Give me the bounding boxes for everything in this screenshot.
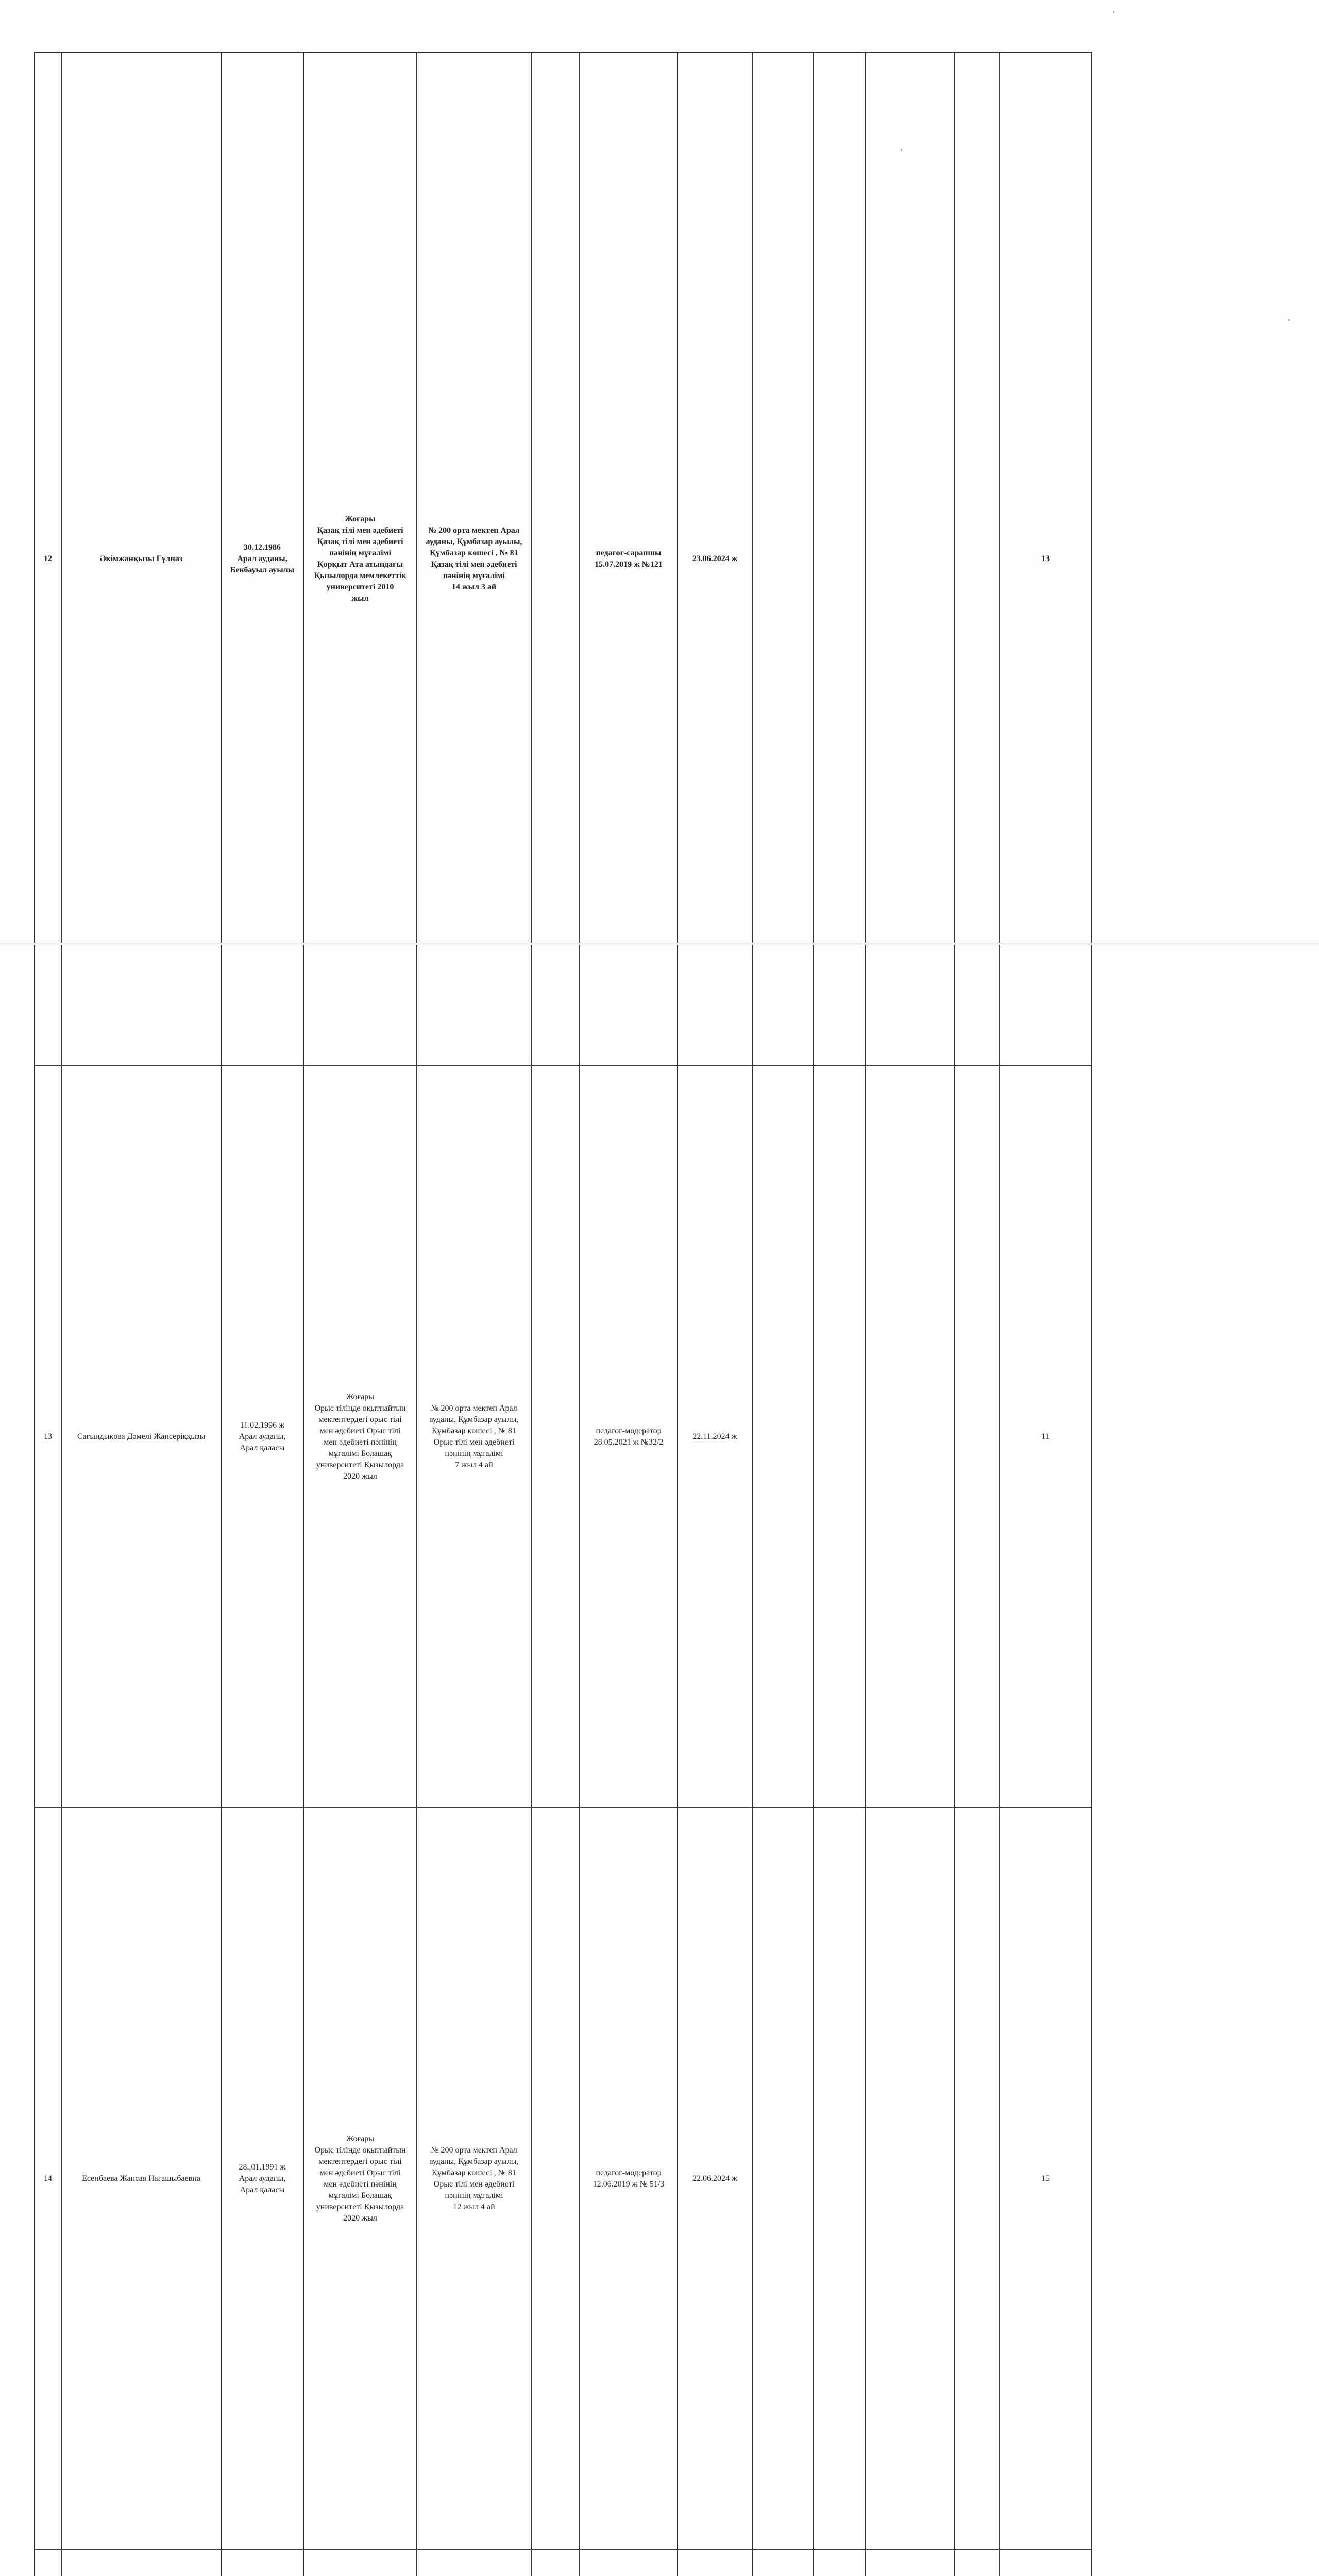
education-info xyxy=(303,2550,417,2576)
education-info-line: мұғалімі Болашақ xyxy=(328,2191,392,2200)
empty-cell xyxy=(866,2550,954,2576)
birth-info-line: 28.,01.1991 ж xyxy=(239,2163,286,2172)
table-row xyxy=(35,52,1092,1066)
empty-cell xyxy=(752,2550,813,2576)
education-info-line: Қазақ тілі мен әдебиеті xyxy=(317,526,403,535)
empty-cell xyxy=(813,1066,866,1808)
workplace-info-line: ауданы, Құмбазар ауылы, xyxy=(429,1415,519,1424)
education-info-line: мұғалімі Болашақ xyxy=(328,1449,392,1458)
empty-cell xyxy=(813,2550,866,2576)
education-info-line: Жоғары xyxy=(345,515,376,523)
workplace-info-line: ауданы, Құмбазар ауылы, xyxy=(426,537,522,546)
category-info-line: педагог-модератор xyxy=(596,2168,662,2177)
education-info-line: мен әдебиеті пәнінің xyxy=(324,2180,397,2189)
workplace-info-line: Қазақ тілі мен әдебиеті xyxy=(431,560,517,569)
staff-table xyxy=(34,52,1092,2576)
hours-count: 15 xyxy=(999,1808,1092,2550)
birth-info-line: Арал ауданы, xyxy=(239,1432,286,1441)
education-info-line: мен әдебиеті Орыс тілі xyxy=(319,2168,401,2177)
row-number: 14 xyxy=(35,1808,61,2550)
empty-cell xyxy=(752,1808,813,2550)
attestation-date: 22.11.2024 ж xyxy=(678,1066,752,1808)
workplace-info-line: Құмбазар көшесі , № 81 xyxy=(432,2168,516,2177)
scan-speck xyxy=(1113,11,1114,13)
birth-info-line: 11.02.1996 ж xyxy=(240,1421,285,1430)
workplace-info-line: № 200 орта мектеп Арал xyxy=(428,526,520,535)
empty-cell xyxy=(752,52,813,1066)
attestation-date xyxy=(678,2550,752,2576)
workplace-info-line: ауданы, Құмбазар ауылы, xyxy=(429,2157,519,2166)
birth-info xyxy=(221,2550,303,2576)
empty-cell xyxy=(531,52,580,1066)
birth-info-line: Арал ауданы, xyxy=(237,554,288,563)
teacher-name xyxy=(61,2550,221,2576)
empty-cell xyxy=(866,1066,954,1808)
birth-info xyxy=(221,52,303,1066)
row-number: 13 xyxy=(35,1066,61,1808)
education-info-line: пәнінің мұғалімі xyxy=(329,549,391,557)
education-info-line: Жоғары xyxy=(346,1393,374,1401)
workplace-info-line: пәнінің мұғалімі xyxy=(443,571,505,580)
empty-cell xyxy=(531,2550,580,2576)
education-info-line: университеті Қызылорда xyxy=(316,1461,404,1469)
education-info-line: университеті 2010 xyxy=(326,583,394,591)
education-info xyxy=(303,1808,417,2550)
education-info-line: университеті Қызылорда xyxy=(316,2202,404,2211)
row-number: 12 xyxy=(35,52,61,1066)
category-info-line: 15.07.2019 ж №121 xyxy=(595,560,663,569)
category-info-line: педагог-сарапшы xyxy=(596,549,662,557)
table-row xyxy=(35,1066,1092,1808)
hours-count: 11 xyxy=(999,1066,1092,1808)
empty-cell xyxy=(954,1066,999,1808)
category-info-line: 28.05.2021 ж №32/2 xyxy=(594,1438,664,1447)
education-info-line: 2020 жыл xyxy=(343,1472,377,1481)
category-info xyxy=(580,52,678,1066)
workplace-info-line: Орыс тілі мен әдебиеті xyxy=(433,2180,515,2189)
teacher-name: Әкімжанқызы Гүлназ xyxy=(61,52,221,1066)
workplace-info-line: пәнінің мұғалімі xyxy=(445,1449,503,1458)
category-info xyxy=(580,1808,678,2550)
workplace-info-line: № 200 орта мектеп Арал xyxy=(431,1404,517,1413)
birth-info xyxy=(221,1066,303,1808)
workplace-info-line: Құмбазар көшесі , № 81 xyxy=(432,1427,516,1435)
teacher-name: Есенбаева Жансая Нағашыбаевна xyxy=(61,1808,221,2550)
workplace-info-line: Құмбазар көшесі , № 81 xyxy=(430,549,518,557)
workplace-info xyxy=(417,1066,531,1808)
birth-info xyxy=(221,1808,303,2550)
empty-cell xyxy=(954,1808,999,2550)
attestation-date: 22.06.2024 ж xyxy=(678,1808,752,2550)
attestation-date: 23.06.2024 ж xyxy=(678,52,752,1066)
education-info-line: Қызылорда мемлекеттік xyxy=(314,571,407,580)
education-info-line: Қорқыт Ата атындағы xyxy=(317,560,403,569)
birth-info-line: Арал қаласы xyxy=(240,2185,285,2194)
empty-cell xyxy=(954,2550,999,2576)
workplace-info xyxy=(417,2550,531,2576)
workplace-info-line: 14 жыл 3 ай xyxy=(451,583,497,591)
empty-cell xyxy=(531,1066,580,1808)
table-row xyxy=(35,2550,1092,2576)
hours-count: 13 xyxy=(999,52,1092,1066)
empty-cell xyxy=(866,52,954,1066)
empty-cell xyxy=(752,1066,813,1808)
education-info-line: мектептердегі орыс тілі xyxy=(318,1415,402,1424)
workplace-info xyxy=(417,1808,531,2550)
empty-cell xyxy=(954,52,999,1066)
empty-cell xyxy=(813,1808,866,2550)
education-info-line: Орыс тілінде оқытпайтын xyxy=(314,1404,406,1413)
scan-speck xyxy=(1288,319,1290,321)
education-info-line: Орыс тілінде оқытпайтын xyxy=(314,2146,406,2155)
workplace-info xyxy=(417,52,531,1066)
workplace-info-line: 12 жыл 4 ай xyxy=(453,2202,495,2211)
birth-info-line: Арал қаласы xyxy=(240,1444,285,1452)
workplace-info-line: пәнінің мұғалімі xyxy=(445,2191,503,2200)
education-info-line: мен әдебиеті Орыс тілі xyxy=(319,1427,401,1435)
row-number xyxy=(35,2550,61,2576)
category-info-line: педагог-модератор xyxy=(596,1427,662,1435)
teacher-name: Сағындықова Дәмелі Жансеріққызы xyxy=(61,1066,221,1808)
hours-count xyxy=(999,2550,1092,2576)
category-info xyxy=(580,1066,678,1808)
scan-speck xyxy=(901,149,902,151)
empty-cell xyxy=(531,1808,580,2550)
empty-cell xyxy=(813,52,866,1066)
education-info-line: 2020 жыл xyxy=(343,2214,377,2223)
workplace-info-line: № 200 орта мектеп Арал xyxy=(431,2146,517,2155)
education-info xyxy=(303,52,417,1066)
page-edge xyxy=(0,943,1319,945)
workplace-info-line: 7 жыл 4 ай xyxy=(455,1461,493,1469)
birth-info-line: Арал ауданы, xyxy=(239,2174,286,2183)
education-info-line: Қазақ тілі мен әдебиеті xyxy=(317,537,403,546)
empty-cell xyxy=(866,1808,954,2550)
education-info-line: мектептердегі орыс тілі xyxy=(318,2157,402,2166)
education-info-line: жыл xyxy=(351,594,369,603)
category-info xyxy=(580,2550,678,2576)
table-row xyxy=(35,1808,1092,2550)
education-info xyxy=(303,1066,417,1808)
birth-info-line: Бекбауыл ауылы xyxy=(230,566,295,574)
workplace-info-line: Орыс тілі мен әдебиеті xyxy=(433,1438,515,1447)
birth-info-line: 30.12.1986 xyxy=(244,543,281,552)
education-info-line: Жоғары xyxy=(346,2134,374,2143)
category-info-line: 12.06.2019 ж № 51/3 xyxy=(593,2180,665,2189)
education-info-line: мен әдебиеті пәнінің xyxy=(324,1438,397,1447)
